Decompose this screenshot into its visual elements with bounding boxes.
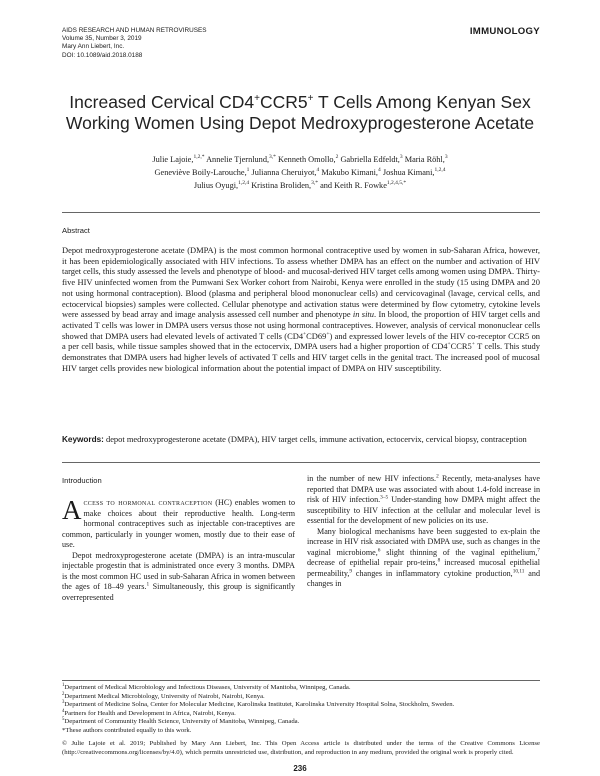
drop-cap: A (62, 495, 82, 525)
title-line-2: Working Women Using Depot Medroxyprogesterone Acetate (65, 113, 535, 134)
journal-name: AIDS RESEARCH AND HUMAN RETROVIRUSES (62, 27, 207, 34)
page-number: 236 (293, 764, 307, 773)
keywords: Keywords: depot medroxyprogesterone acetate (DMPA), HIV target cells, immune activation, ectocervix, cervical biopsy, contraception (62, 434, 527, 444)
doi: DOI: 10.1089/aid.2018.0188 (62, 51, 143, 59)
author: Julianna Cheruiyot,$^4$ (251, 167, 320, 178)
intro-paragraph: Depot medroxyprogesterone acetate (DMPA) is an intra-muscular injectable progestin that is administrated once every 3 months. DMPA is the most common HC used in sub-Saharan Africa in women between the ages of 18–49 years.$^1$ Simultaneously, this group is significantly overrepresented (62, 550, 295, 602)
author: Julius Oyugi,$^{1,2,4}$ (193, 180, 250, 191)
intro-paragraph: Access to hormonal contraception (HC) enables women to make choices about their reproductive health. Long-term hormonal contraceptives such as injectable con-traceptives are common, particularly in younger women, mostly due to their ease of use. (62, 495, 295, 550)
author-list (80, 152, 520, 192)
author: Kristina Broliden,$^{3,*}$ (251, 180, 318, 191)
column-right (307, 474, 540, 590)
publisher: Mary Ann Liebert, Inc. (62, 43, 125, 51)
intro-paragraph: in the number of new HIV infections.$^2$ Recently, meta-analyses have reported that DMPA use was associated with about 1.4-fold increase in risk of HIV infection.$^{3-5}$ Under-standing how DMPA might affect the susceptibility to HIV infection at the cellular and molecular level is essential for the development of new policies on its use. (307, 473, 540, 526)
journal-volume: Volume 35, Number 3, 2019 (62, 35, 142, 43)
author: Annelie Tjernlund,$^{3,*}$ (206, 154, 276, 164)
abstract-text: Depot medroxyprogesterone acetate (DMPA) is the most common hormonal contraceptive used by women in sub-Saharan Africa, however, it has been epidemiologically associated with HIV infections. To assess whether DMPA has an effect on the number and activation of HIV target cells, this study assessed the levels and phenotype of blood- and mucosal-derived HIV target cells among women using DMPA. Thirty-five HIV uninfected women from the Pumwani Sex Worker cohort from Nairobi, Kenya were enrolled in the study (15 using DMPA and 20 not using hormonal contraception). Blood (plasma and peripheral blood mononuclear cells) and cervicovaginal (lavage, cervical cells, and ectocervical biopsies) samples were collected. Cellular phenotype and activation status were determined by flow cytometry, cytokine levels were assessed by bead array and image analysis assessed cell number and phenotype in situ. In blood, the proportion of HIV target cells and activated T cells was lower in DMPA users versus those not using hormonal contraceptives. However, analysis of cervical mononuclear cells showed that DMPA users had elevated levels of activated T cells (CD4+CD69+) and expressed lower levels of the HIV co-receptor CCR5 on a per cell basis, while tissue samples showed that in the ectocervix, DMPA users had a higher proportion of CD4+CCR5+ T cells. This study demonstrates that DMPA users had higher levels of activated T cells and HIV target cells in the genital tract. The increased pool of mucosal HIV target cells provides new biological information about the potential impact of DMPA on HIV susceptibility. (62, 245, 541, 373)
affiliation: $^4$Partners for Health and Development in Africa, Nairobi, Kenya. (62, 708, 236, 717)
intro-paragraph: Many biological mechanisms have been suggested to ex-plain the increase in HIV risk associated with DMPA use, such as changes in the vaginal microbiome,$^6$ slight thinning of the vaginal epithelium,$^7$ decrease of epithelial repair pro-teins,$^8$ increased mucosal epithelial permeability,$^9$ changes in inflammatory cytokine production,$^{10,11}$ and changes in (307, 526, 540, 589)
article-title (40, 88, 560, 135)
affiliation: $^1$Department of Medical Microbiology and Infectious Diseases, University of Manitoba, Winnipeg, Canada. (62, 682, 351, 691)
divider (62, 680, 540, 681)
affiliation: $^5$Department of Community Health Science, University of Manitoba, Winnipeg, Canada. (62, 716, 300, 725)
journal-header (62, 27, 207, 60)
affiliation: $^2$Department Medical Microbiology, University of Nairobi, Nairobi, Kenya. (62, 691, 265, 700)
divider (62, 462, 540, 463)
author: Maria Röhl,$^3$ (404, 154, 448, 164)
equal-contribution-note: *These authors contributed equally to this work. (62, 726, 192, 734)
divider (62, 212, 540, 213)
author: Makubo Kimani,$^4$ (321, 167, 381, 178)
author: Gabriella Edfeldt,$^3$ (340, 154, 403, 164)
title-line-1: Increased Cervical CD4+CCR5+ T Cells Among Kenyan Sex (69, 91, 531, 112)
abstract-heading: Abstract (62, 226, 90, 235)
author: Kenneth Omollo,$^2$ (278, 154, 339, 164)
affiliations (62, 684, 540, 735)
section-label: IMMUNOLOGY (469, 26, 540, 37)
author: Joshua Kimani,$^{1,2,4}$ (382, 167, 446, 178)
column-left (62, 495, 295, 603)
license-text: © Julie Lajoie et al. 2019; Published by Mary Ann Liebert, Inc. This Open Access article is distributed under the terms of the Creative Commons License (http://creativecommons.org/licenses/by/4.0), which permits unrestricted use, distribution, and reproduction in any medium, provided the original work is properly cited. (62, 740, 540, 756)
author: Julie Lajoie,$^{1,2,*}$ (152, 154, 205, 164)
author: Geneviève Boily-Larouche,$^1$ (154, 167, 250, 178)
author: and Keith R. Fowke$^{1,2,4,5,*}$ (320, 180, 407, 191)
introduction-heading: Introduction (62, 476, 102, 485)
affiliation: $^3$Department of Medicine Solna, Center for Molecular Medicine, Karolinska Institutet, Karolinska University Hospital Solna, Stockholm, Sweden. (62, 699, 455, 708)
